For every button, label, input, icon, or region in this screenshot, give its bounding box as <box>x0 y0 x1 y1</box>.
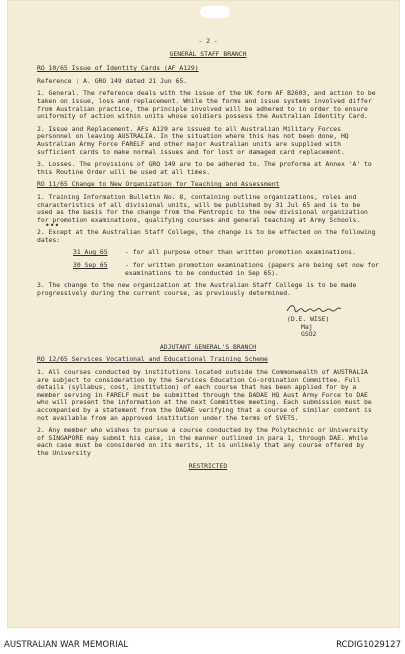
ro12-title: RO 12/65 Services Vocational and Educational Training Scheme <box>37 355 268 364</box>
archive-id: RCDIG1029127 <box>336 640 401 650</box>
punch-hole <box>200 6 230 18</box>
ro11-date-row <box>37 262 379 277</box>
ro10-para-1: 1. General. The reference deals with the issue of the UK form AF B2603, and action to be taken on issue, loss and replacement. While the forms and issue systems involved differ from Australian practice, the principle involved will be adhered to in order to ensure uniformity of action within units whose soldiers possess the Australian Identity Card. <box>37 89 376 121</box>
document-page <box>7 0 400 628</box>
ro11-para-3: 3. The change to the new organization at the Australian Staff College is to be made progressively during the current course, as previously determined. <box>37 281 357 297</box>
archive-name: AUSTRALIAN WAR MEMORIAL <box>4 640 129 650</box>
archive-footer <box>0 634 405 654</box>
ro11-date-text: - for all purpose other than written promotion examinations. <box>125 248 356 257</box>
document-body <box>37 38 379 470</box>
handwritten-signature <box>37 302 379 316</box>
gsb-heading: GENERAL STAFF BRANCH <box>169 49 247 58</box>
signature-scribble <box>285 302 343 314</box>
classification-marking: RESTRICTED <box>188 461 228 470</box>
ro10-reference: Reference : A. GRO 149 dated 21 Jun 65. <box>37 76 188 85</box>
agb-heading: ADJUTANT GENERAL'S BRANCH <box>159 342 257 351</box>
ro10-title: RO 10/65 Issue of Identity Cards (AF A129) <box>37 64 199 73</box>
signature-rank: Maj <box>301 322 313 331</box>
ro11-para-2: 2. Except at the Australian Staff College, the change is to be effected on the following dates: <box>37 228 376 244</box>
ro11-date: 30 Sep 65 <box>73 261 108 270</box>
ro12-para-2: 2. Any member who wishes to pursue a course conducted by the Polytechnic or University of SINGAPORE may submit his case, in the manner outlined in para 1, through DAE. While each case must be considered on its merits, it is unlikely that any course offered by the University <box>37 426 368 457</box>
signature-name: (D.E. WISE) <box>287 315 330 324</box>
ro12-para-1: 1. All courses conducted by institutions located outside the Commonwealth of AUSTRALIA are subject to consideration by the Services Education Co-ordination Committee. Full details (syllabus, cost, institution) of each course that has been applied for by a member serving in FARELF must be submitted through the DADAE HQ Aust Army Force to DAE who will present the information at the next Committee meeting. Each submission must be accompanied by a statement from the DADAE verifying that a course of similar content is not available from an approved institution under the terms of SVETS. <box>37 368 372 422</box>
ro11-date-row <box>37 249 379 257</box>
ro11-date-text: - for written promotion examinations (papers are being set now for examinations to be conducted in Sep 65). <box>125 261 379 277</box>
ro11-date: 31 Aug 65 <box>73 248 108 257</box>
margin-mark: ••• <box>45 221 60 230</box>
ro11-title: RO 11/65 Change to New Organization for Teaching and Assessment <box>37 180 280 189</box>
page-number: - 2 - <box>198 37 218 45</box>
ro11-para-1: 1. Training Information Bulletin No. 8, containing outline organizations, roles and characteristics of all divisional units, will be published by 31 Jul 65 and is to be used as the basis for the change from the Pentropic to the new divisional organization for promotion examinations, qualifying courses and general teaching at Army Schools. <box>37 192 368 224</box>
ro10-para-3: 3. Losses. The provisions of GRO 149 are to be adhered to. The proforma at Annex 'A' to this Routine Order will be used at all times. <box>37 160 372 176</box>
signature-appointment: GSO2 <box>301 330 317 339</box>
ro10-para-2: 2. Issue and Replacement. AFs A129 are issued to all Australian Military Forces personnel on leaving AUSTRALIA. In the situation where this has not been done, HQ Australian Army Force FARELF and other major Australian units are supplied with sufficient cards to make normal issues and for lost or damaged card replacement. <box>37 124 349 156</box>
